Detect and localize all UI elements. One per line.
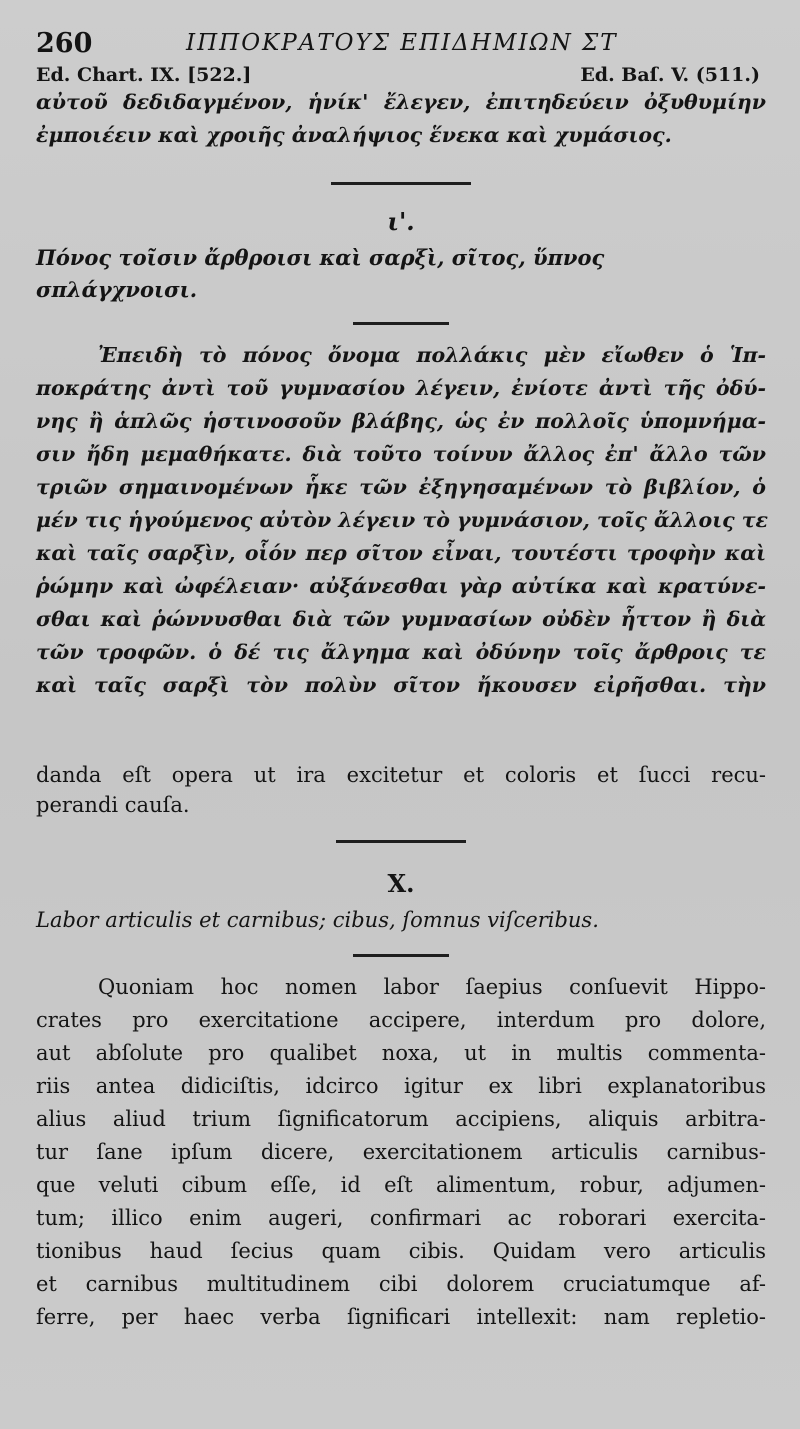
text-line: μέν τις ἡγούμενος αὐτὸν λέγειν τὸ γυμνάσιον, τοῖς ἄλλοις τε <box>36 508 768 532</box>
text-line: αὐτοῦ δεδιδαγμένον, ἡνίκ' ἔλεγεν, ἐπιτηδεύειν ὀξυθυμίην <box>36 90 766 114</box>
greek-continuation <box>36 86 766 152</box>
lemma-divider <box>353 954 449 957</box>
greek-section-number: ι'. <box>387 207 415 236</box>
text-line: σιν ἤδη μεμαθήκατε. διὰ τοῦτο τοίνυν ἄλλος ἐπ' ἄλλο τῶν <box>36 442 766 466</box>
greek-commentary <box>36 339 766 702</box>
text-line: τῶν τροφῶν. ὁ δέ τις ἄλγημα καὶ ὀδύνην τοῖς ἄρθροις τε <box>36 640 766 664</box>
page-header <box>36 24 766 62</box>
text-line: tur ſane ipſum dicere, exercitationem articulis carnibus- <box>36 1140 766 1164</box>
edition-chartier: Ed. Chart. IX. [522.] <box>36 64 252 86</box>
text-line: σθαι καὶ ῥώννυσθαι διὰ τῶν γυμνασίων οὐδὲν ἧττον ἢ διὰ <box>36 607 766 631</box>
text-line: riis antea didiciſtis, idcirco igitur ex libri explanatoribus <box>36 1074 766 1098</box>
text-line: ferre, per haec verba ſignificari intellexit: nam repletio- <box>36 1305 766 1329</box>
text-line: Quoniam hoc nomen labor ſaepius conſuevit Hippo- <box>98 975 766 999</box>
latin-commentary <box>36 971 766 1334</box>
text-line: tionibus haud ſecius quam cibis. Quidam vero articulis <box>36 1239 766 1263</box>
text-line: νης ἢ ἁπλῶς ἡστινοσοῦν βλάβης, ὡς ἐν πολλοῖς ὑπομνήμα- <box>36 409 766 433</box>
text-line: ποκράτης ἀντὶ τοῦ γυμνασίου λέγειν, ἐνίοτε ἀντὶ τῆς ὀδύ- <box>36 376 766 400</box>
text-line: Ἐπειδὴ τὸ πόνος ὄνομα πολλάκις μὲν εἴωθεν ὁ Ἱπ- <box>98 343 766 367</box>
latin-section-number: X. <box>387 869 415 898</box>
text-line: que veluti cibum eſſe, id eſt alimentum, robur, adjumen- <box>36 1173 766 1197</box>
edition-basel: Ed. Baſ. V. (511.) <box>580 64 760 86</box>
greek-lemma: Πόνος τοῖσιν ἄρθροισι καὶ σαρξὶ, σῖτος, ὕπνος σπλάγχνοισι. <box>36 245 605 302</box>
text-line: τριῶν σημαινομένων ἧκε τῶν ἐξηγησαμένων τὸ βιβλίον, ὁ <box>36 475 766 499</box>
text-line: crates pro exercitatione accipere, interdum pro dolore, <box>36 1008 766 1032</box>
edition-references <box>36 62 766 90</box>
text-line: καὶ ταῖς σαρξὶν, οἷόν περ σῖτον εἶναι, τουτέστι τροφὴν καὶ <box>36 541 766 565</box>
text-line: ῥώμην καὶ ὠφέλειαν· αὐξάνεσθαι γὰρ αὐτίκα καὶ κρατύνε- <box>36 574 766 598</box>
section-divider <box>336 840 466 843</box>
latin-continuation <box>36 760 766 820</box>
text-line: ἐμποιέειν καὶ χροιῆς ἀναλήψιος ἕνεκα καὶ χυμάσιος. <box>36 123 672 147</box>
text-line: alius aliud trium ſignificatorum accipiens, aliquis arbitra- <box>36 1107 766 1131</box>
text-line: καὶ ταῖς σαρξὶ τὸν πολὺν σῖτον ἤκουσεν εἰρῆσθαι. τὴν <box>36 673 766 697</box>
text-line: aut abſolute pro qualibet noxa, ut in multis commenta- <box>36 1041 766 1065</box>
section-divider <box>331 182 471 185</box>
text-line: danda eſt opera ut ira excitetur et coloris et ſucci recu- <box>36 763 766 787</box>
running-title: ΙΠΠΟΚΡΑΤΟΥΣ ΕΠΙΔΗΜΙΩΝ ΣΤ <box>186 30 618 56</box>
text-line: perandi cauſa. <box>36 793 190 817</box>
text-line: tum; illico enim augeri, confirmari ac roborari exercita- <box>36 1206 766 1230</box>
latin-lemma: Labor articulis et carnibus; cibus, ſomnus viſceribus. <box>36 908 599 932</box>
page-number: 260 <box>36 28 93 59</box>
text-line: et carnibus multitudinem cibi dolorem cruciatumque af- <box>36 1272 766 1296</box>
lemma-divider <box>353 322 449 325</box>
